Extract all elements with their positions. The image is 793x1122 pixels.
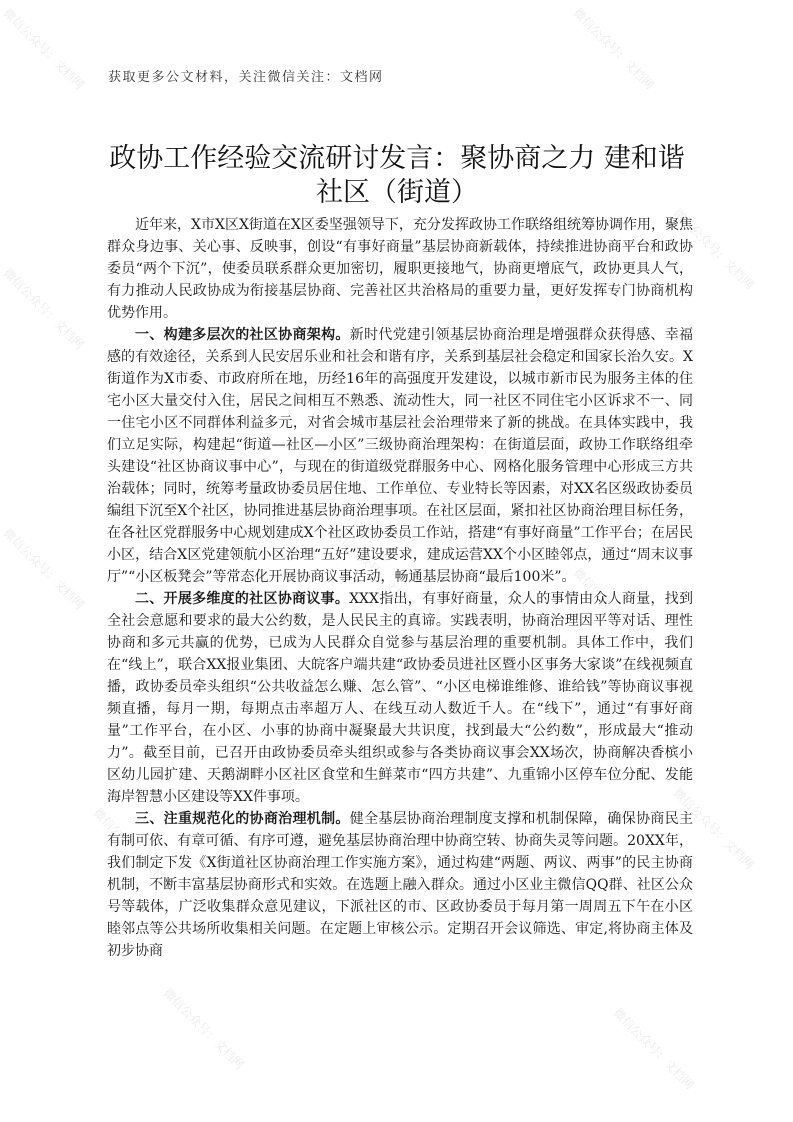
paragraph-text: 新时代党建引领基层协商治理是增强群众获得感、幸福感的有效途径，关系到人民安居乐业和社会和谐有序，关系到基层社会稳定和国家长治久安。X街道作为X市委、市政府所在地，历经16年的高强度开发建设，以城市新市民为服务主体的住宅小区大量交付入住，居民之间相互不熟悉、流动性大，同一社区不同住宅小区诉求不一、同一住宅小区不同群体利益多元，对省会城市基层社会治理带来了新的挑战。在具体实践中，我们立足实际，构建起“街道—社区—小区”三级协商治理架构：在街道层面，政协工作联络组牵头建设“社区协商议事中心”，与现在的街道级党群服务中心、网格化服务管理中心形成三方共治载体；同时，统筹考量政协委员居住地、工作单位、专业特长等因素，对XX名区级政协委员编组下沉至X个社区，协同推进基层协商治理事项。在社区层面，紧扣社区协商治理目标任务，在各社区党群服务中心规划建成X个社区政协委员工作站，搭建“有事好商量”工作平台；在居民小区，结合X区党建领航小区治理“五好”建设要求，建成运营XX个小区睦邻点，通过“周末议事厅”“小区板凳会”等常态化开展协商议事活动，畅通基层协商“最后100米”。 xyxy=(107,327,693,585)
watermark-text: 微信公众号：文档网 xyxy=(90,805,177,892)
watermark-text: 微信公众号：文档网 xyxy=(570,565,657,652)
header-note: 获取更多公文材料，关注微信关注：文档网 xyxy=(108,70,384,85)
paragraph-section-3 xyxy=(107,808,693,962)
watermark-text: 微信公众号：文档网 xyxy=(610,1005,697,1092)
document-body xyxy=(107,214,693,1114)
watermark-text: 微信公众号：文档网 xyxy=(330,525,417,612)
section-heading: 一、构建多层次的社区协商架构。 xyxy=(135,327,350,343)
section-heading: 三、注重规范化的协商治理机制。 xyxy=(135,811,350,827)
watermark-text: 微信公众号：文档网 xyxy=(0,525,87,612)
paragraph-text: 近年来，X市X区X街道在X区委坚强领导下，充分发挥政协工作联络组统筹协调作用，聚焦群众身边事、关心事、反映事，创设“有事好商量”基层协商新载体，持续推进协商平台和政协委员“两个下沉”，使委员联系群众更加密切，履职更接地气，协商更增底气，政协更具人气，有力推动人民政协成为衔接基层协商、完善社区共治格局的重要力量，更好发挥专门协商机构优势作用。 xyxy=(107,217,693,321)
watermark-text: 微信公众号：文档网 xyxy=(160,985,247,1072)
watermark-text: 微信公众号：文档网 xyxy=(0,5,87,92)
watermark-text: 微信公众号：文档网 xyxy=(670,785,757,872)
paragraph-text: XXX指出，有事好商量，众人的事情由众人商量，找到全社会意愿和要求的最大公约数，是人民民主的真谛。实践表明，协商治理因平等对话、理性协商和多元共赢的优势，已成为人民群众自觉参与基层治理的重要机制。具体工作中，我们在“线上”，联合XX报业集团、大皖客户端共建“政协委员进社区暨小区事务大家谈”在线视频直播，政协委员牵头组织“公共收益怎么赚、怎么管”、“小区电梯谁维修、谁给钱”等协商议事视频直播，每月一期，每期点击率超万人、在线互动人数近千人。在“线下”，通过“有事好商量”工作平台，在小区、小事的协商中凝聚最大共识度，找到最大“公约数”，形成最大“推动力”。截至目前，已召开由政协委员牵头组织或参与各类协商议事会XX场次，协商解决香槟小区幼儿园扩建、天鹅湖畔小区社区食堂和生鲜菜市“四方共建”、九重锦小区停车位分配、发能海岸智慧小区建设等XX件事项。 xyxy=(107,591,693,805)
section-heading: 二、开展多维度的社区协商议事。 xyxy=(135,591,350,607)
document-title: 政协工作经验交流研讨发言：聚协商之力 建和谐社区（街道） xyxy=(109,143,685,208)
paragraph-section-2 xyxy=(107,588,693,808)
watermark-text: 微信公众号：文档网 xyxy=(570,5,657,92)
watermark-text: 微信公众号：文档网 xyxy=(0,265,87,352)
watermark-text: 微信公众号：文档网 xyxy=(670,205,757,292)
paragraph-section-1 xyxy=(107,324,693,588)
paragraph-intro xyxy=(107,214,693,324)
paragraph-text: 健全基层协商治理制度支撑和机制保障，确保协商民主有制可依、有章可循、有序可遵，避免基层协商治理中协商空转、协商失灵等问题。20XX年，我们制定下发《X街道社区协商治理工作实施方案》，通过构建“两题、两议、两事”的民主协商机制，不断丰富基层协商形式和实效。在选题上融入群众。通过小区业主微信QQ群、社区公众号等载体，广泛收集群众意见建议，下派社区的市、区政协委员于每月第一周周五下午在小区睦邻点等公共场所收集相关问题。在定题上审核公示。定期召开会议筛选、审定,将协商主体及初步协商 xyxy=(107,811,693,959)
